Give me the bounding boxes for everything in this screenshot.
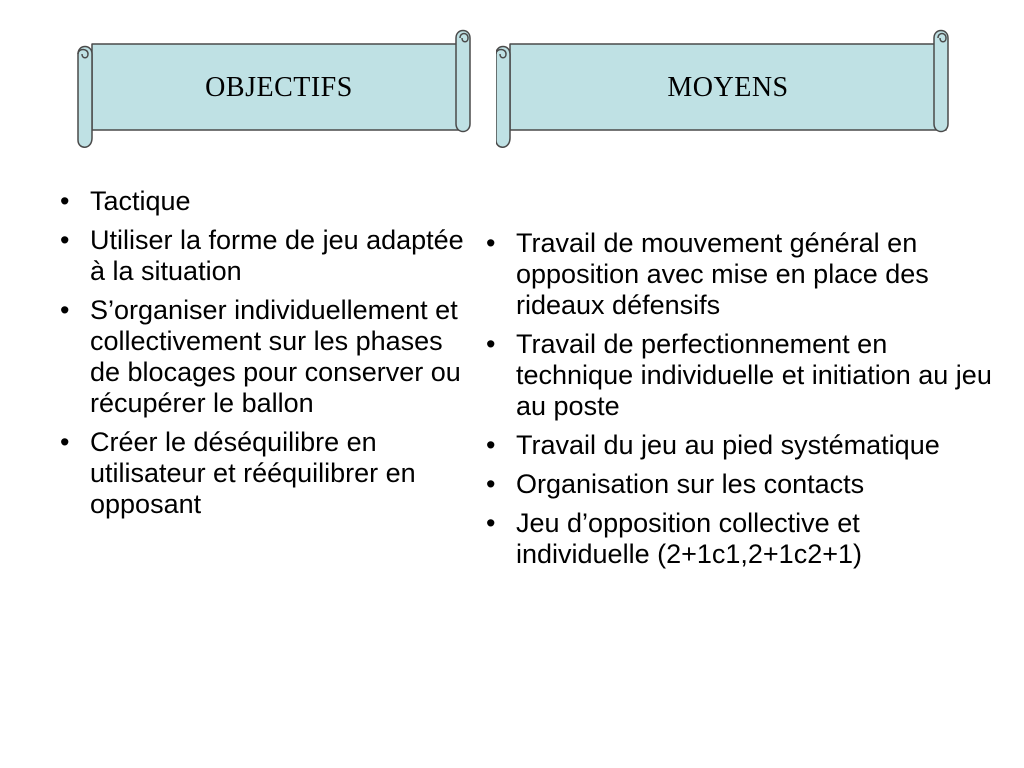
list-item: • Tactique bbox=[48, 186, 480, 217]
list-item: • Jeu d’opposition collective et individuelle (2+1c1,2+1c2+1) bbox=[474, 508, 994, 570]
list-item: • Travail de perfectionnement en technique individuelle et initiation au jeu au poste bbox=[474, 329, 994, 422]
list-item: • Utiliser la forme de jeu adaptée à la situation bbox=[48, 225, 480, 287]
moyens-banner-body bbox=[496, 26, 956, 150]
moyens-header: MOYENS bbox=[667, 72, 789, 103]
list-item: • Créer le déséquilibre en utilisateur et rééquilibrer en opposant bbox=[48, 427, 480, 520]
list-item: • Travail de mouvement général en opposition avec mise en place des rideaux défensifs bbox=[474, 228, 994, 321]
list-item: • Travail du jeu au pied systématique bbox=[474, 430, 994, 461]
objectifs-header: OBJECTIFS bbox=[205, 72, 353, 103]
objectifs-banner bbox=[0, 26, 480, 150]
moyens-list bbox=[474, 228, 994, 578]
list-item: • S’organiser individuellement et collectivement sur les phases de blocages pour conserver ou récupérer le ballon bbox=[48, 295, 480, 419]
list-item: • Organisation sur les contacts bbox=[474, 469, 994, 500]
objectifs-list bbox=[48, 186, 480, 528]
